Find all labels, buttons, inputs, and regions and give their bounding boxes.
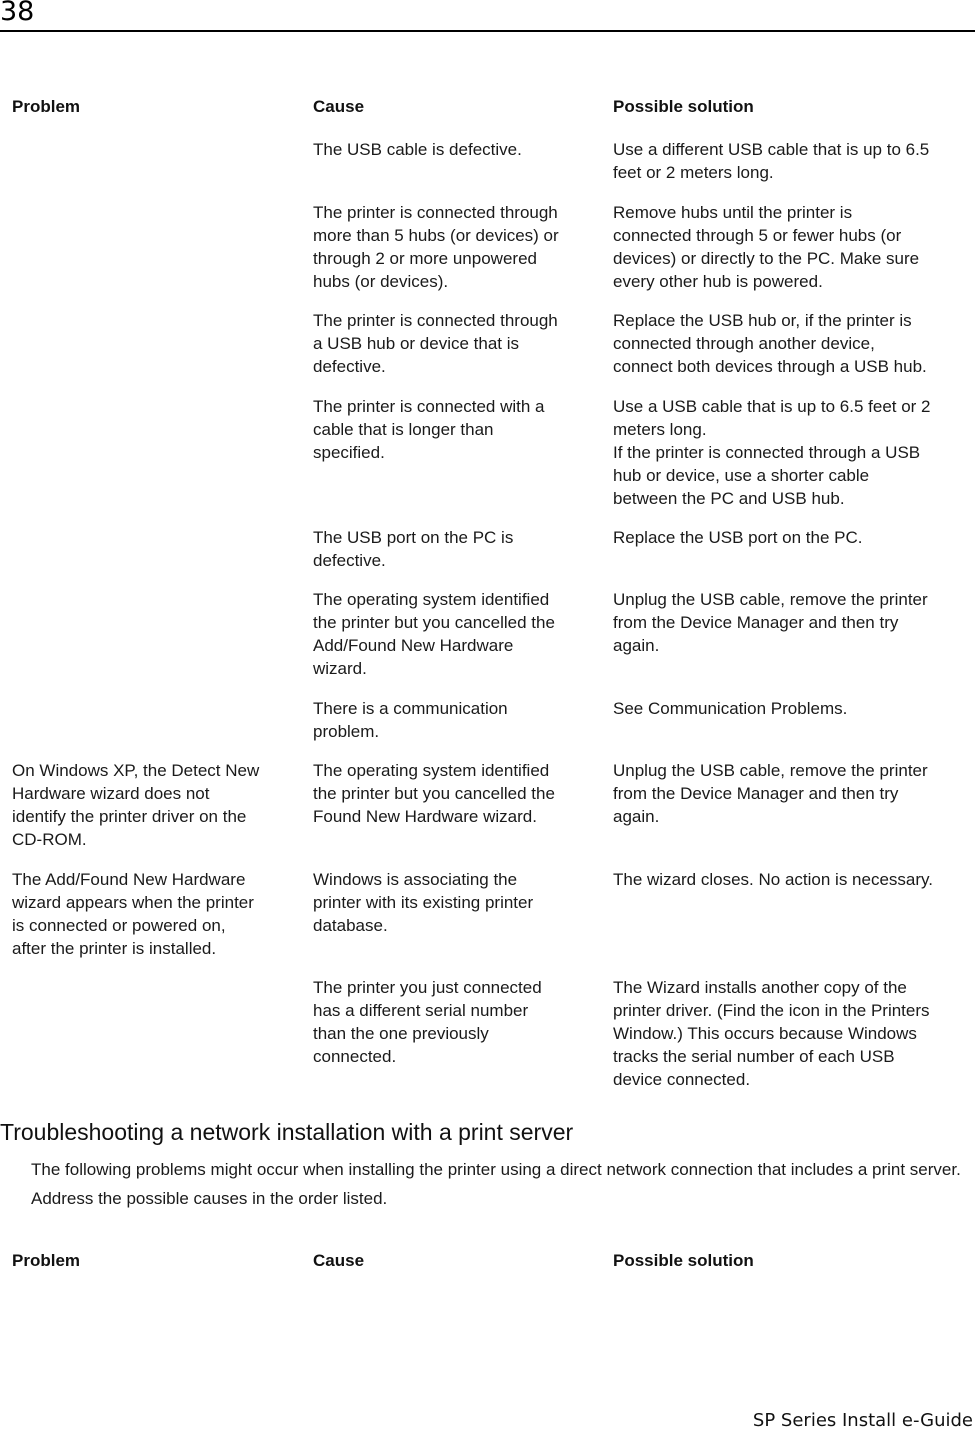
cause-cell: The printer you just connected has a different serial number than the one previously connected. <box>313 978 542 1066</box>
solution-cell: Remove hubs until the printer is connected through 5 or fewer hubs (or devices) or directly to the PC. Make sure every other hub is powered. <box>613 203 920 291</box>
solution-cell: The wizard closes. No action is necessary. <box>613 870 933 889</box>
solution-cell: See Communication Problems. <box>613 699 848 718</box>
problem-cell: The Add/Found New Hardware wizard appears when the printer is connected or powered on, after the printer is installed. <box>12 870 254 958</box>
section-heading: Troubleshooting a network installation with a print server <box>0 1119 574 1145</box>
footer-title: SP Series Install e-Guide <box>752 1410 973 1431</box>
solution-column-header: Possible solution <box>613 97 754 116</box>
cause-column-header: Cause <box>313 1251 365 1270</box>
cause-cell: The printer is connected through a USB hub or device that is defective. <box>313 311 558 376</box>
section-intro: The following problems might occur when installing the printer using a direct network connection that includes a print server. Address the possible causes in the order listed. <box>31 1160 961 1208</box>
header-rule <box>0 30 975 32</box>
cause-cell: There is a communication problem. <box>313 699 508 741</box>
cause-cell: Windows is associating the printer with its existing printer database. <box>313 870 534 935</box>
solution-cell: Unplug the USB cable, remove the printer from the Device Manager and then try again. <box>613 761 928 826</box>
solution-cell: Use a USB cable that is up to 6.5 feet or 2 meters long. If the printer is connected through a USB hub or device, use a shorter cable between the PC and USB hub. <box>613 397 931 508</box>
cause-cell: The operating system identified the printer but you cancelled the Found New Hardware wizard. <box>313 761 555 826</box>
solution-cell: Replace the USB hub or, if the printer is connected through another device, connect both devices through a USB hub. <box>613 311 927 376</box>
solution-cell: Replace the USB port on the PC. <box>613 528 863 547</box>
solution-cell: Use a different USB cable that is up to 6.5 feet or 2 meters long. <box>613 140 930 182</box>
solution-cell: Unplug the USB cable, remove the printer from the Device Manager and then try again. <box>613 590 928 655</box>
problem-column-header: Problem <box>12 1251 81 1270</box>
cause-cell: The printer is connected with a cable that is longer than specified. <box>313 397 545 462</box>
cause-column-header: Cause <box>313 97 365 116</box>
solution-cell: The Wizard installs another copy of the printer driver. (Find the icon in the Printers Window.) This occurs because Windows tracks the serial number of each USB device connected. <box>613 978 930 1089</box>
cause-cell: The USB port on the PC is defective. <box>313 528 514 570</box>
problem-cell: On Windows XP, the Detect New Hardware wizard does not identify the printer driver on the CD-ROM. <box>12 761 260 849</box>
page-number: 38 <box>0 0 35 27</box>
cause-cell: The operating system identified the printer but you cancelled the Add/Found New Hardware wizard. <box>313 590 555 678</box>
cause-cell: The printer is connected through more than 5 hubs (or devices) or through 2 or more unpowered hubs (or devices). <box>313 203 559 291</box>
cause-cell: The USB cable is defective. <box>313 140 522 159</box>
problem-column-header: Problem <box>12 97 81 116</box>
solution-column-header: Possible solution <box>613 1251 754 1270</box>
